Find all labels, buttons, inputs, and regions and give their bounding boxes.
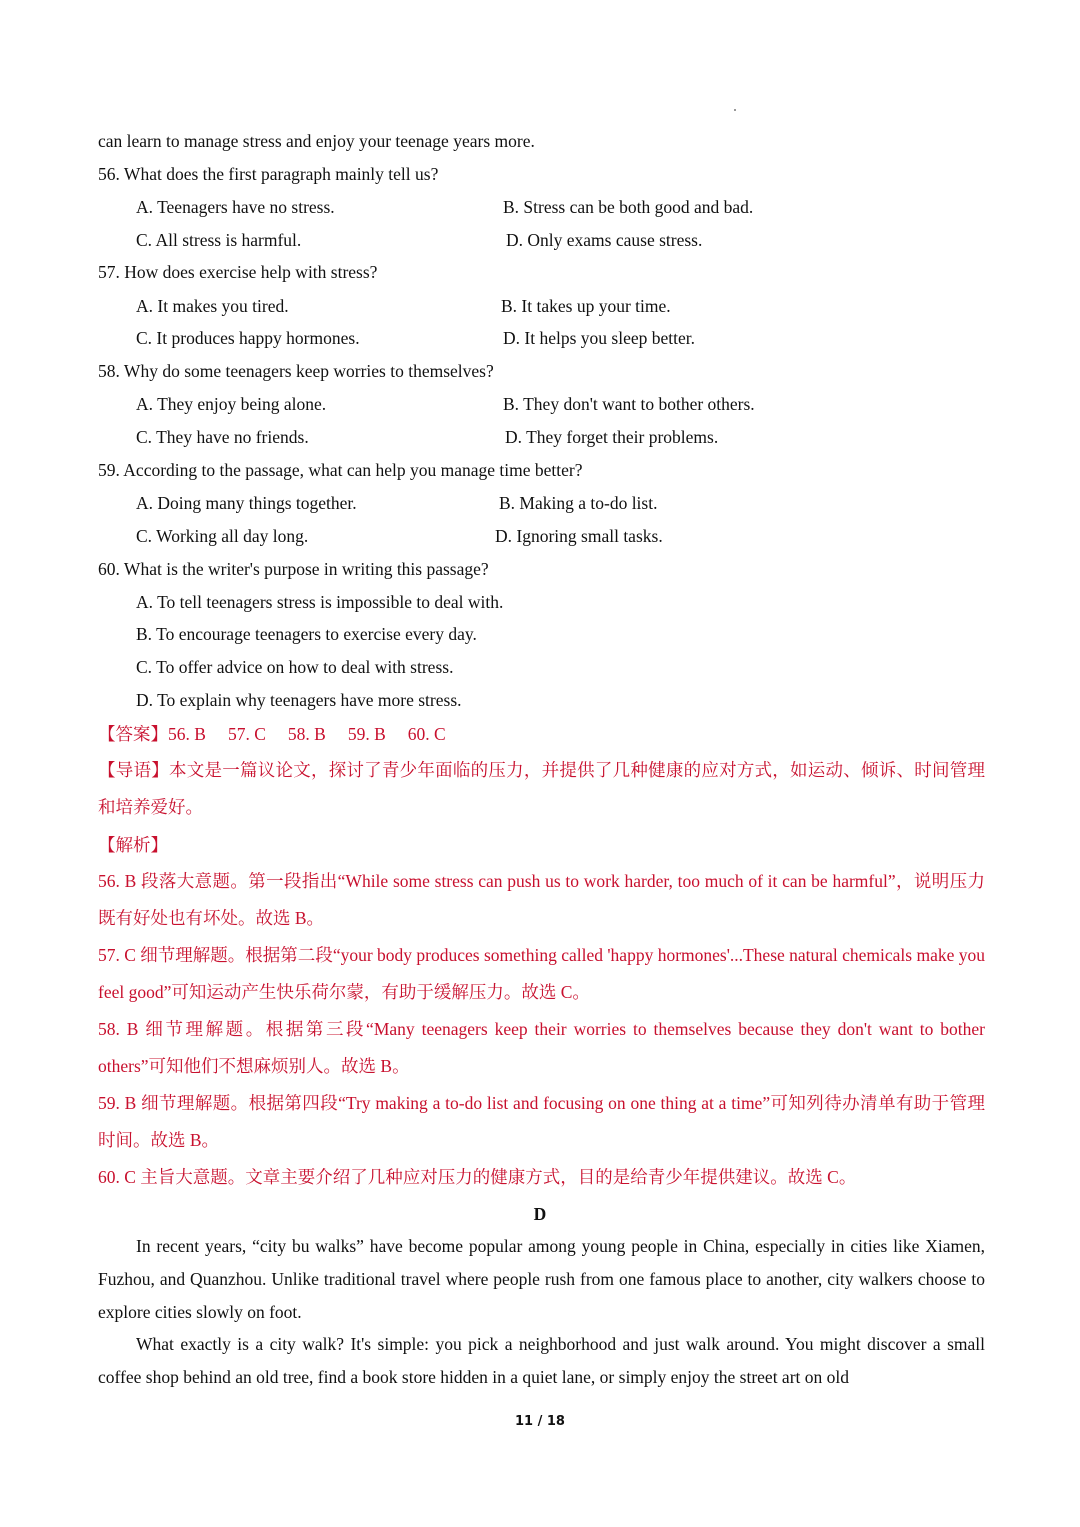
analysis-60: 60. C 主旨大意题。文章主要介绍了几种应对压力的健康方式，目的是给青少年提供建议。故选 C。 xyxy=(98,1167,857,1187)
q58-option-c: C. They have no friends. xyxy=(136,427,309,447)
section-d-paragraph-2: What exactly is a city walk? It's simple: you pick a neighborhood and just walk around. You might discover a small coffee shop behind an old tree, find a book store hidden in a quiet lane, or simply enjoy the street art on old xyxy=(98,1334,985,1387)
guide-label: 【导语】 xyxy=(98,760,169,780)
question-56-stem: 56. What does the first paragraph mainly tell us? xyxy=(98,164,439,184)
passage-continuation: can learn to manage stress and enjoy your teenage years more. xyxy=(98,131,535,151)
q59-option-b: B. Making a to-do list. xyxy=(499,493,658,513)
analysis-58: 58. B 细节理解题。根据第三段“Many teenagers keep their worries to themselves because they don't want to bother others”可知他们不想麻烦别人。故选 B。 xyxy=(98,1019,985,1076)
analysis-59: 59. B 细节理解题。根据第四段“Try making a to-do list and focusing on one thing at a time”可知列待办清单有助于管理时间。故选 B。 xyxy=(98,1093,985,1150)
q58-option-b: B. They don't want to bother others. xyxy=(503,394,755,414)
question-58-stem: 58. Why do some teenagers keep worries to themselves? xyxy=(98,361,494,381)
q60-option-a: A. To tell teenagers stress is impossible to deal with. xyxy=(136,592,504,612)
section-d-heading: D xyxy=(533,1204,547,1224)
analysis-57: 57. C 细节理解题。根据第二段“your body produces something called 'happy hormones'...These natural chemicals make you feel good”可知运动产生快乐荷尔蒙，有助于缓解压力。故选 C。 xyxy=(98,945,985,1002)
guide-paragraph xyxy=(98,752,985,826)
analysis-56: 56. B 段落大意题。第一段指出“While some stress can push us to work harder, too much of it can be harmful”，说明压力既有好处也有坏处。故选 B。 xyxy=(98,871,985,928)
q56-option-b: B. Stress can be both good and bad. xyxy=(503,197,754,217)
page-number: 11 / 18 xyxy=(515,1414,565,1429)
q57-option-a: A. It makes you tired. xyxy=(136,296,289,316)
answer-label: 【答案】 xyxy=(98,724,168,744)
q56-option-c: C. All stress is harmful. xyxy=(136,230,302,250)
q57-option-d: D. It helps you sleep better. xyxy=(503,328,695,348)
answer-item: 56. B xyxy=(168,724,206,744)
question-60-stem: 60. What is the writer's purpose in writing this passage? xyxy=(98,559,489,579)
q60-option-c: C. To offer advice on how to deal with stress. xyxy=(136,657,454,677)
q57-option-c: C. It produces happy hormones. xyxy=(136,328,360,348)
answer-key xyxy=(98,723,986,745)
q58-option-a: A. They enjoy being alone. xyxy=(136,394,327,414)
q56-option-d: D. Only exams cause stress. xyxy=(506,230,703,250)
question-57-stem: 57. How does exercise help with stress? xyxy=(98,262,378,282)
q60-option-b: B. To encourage teenagers to exercise every day. xyxy=(136,624,477,644)
q60-option-d: D. To explain why teenagers have more stress. xyxy=(136,690,462,710)
q59-option-c: C. Working all day long. xyxy=(136,526,309,546)
question-59-stem: 59. According to the passage, what can help you manage time better? xyxy=(98,460,583,480)
q56-option-a: A. Teenagers have no stress. xyxy=(136,197,335,217)
q59-option-a: A. Doing many things together. xyxy=(136,493,357,513)
section-d-paragraph-1: In recent years, “city bu walks” have become popular among young people in China, especially in cities like Xiamen, Fuzhou, and Quanzhou. Unlike traditional travel where people rush from one famous place to another, city walkers choose to explore cities slowly on foot. xyxy=(98,1236,985,1322)
guide-text: 本文是一篇议论文，探讨了青少年面临的压力，并提供了几种健康的应对方式，如运动、倾诉、时间管理和培养爱好。 xyxy=(98,760,986,817)
answer-item: 59. B xyxy=(347,724,386,744)
answer-item: 57. C xyxy=(227,724,266,744)
answer-item: 58. B xyxy=(287,724,326,744)
q57-option-b: B. It takes up your time. xyxy=(501,296,671,316)
q59-option-d: D. Ignoring small tasks. xyxy=(495,526,663,546)
scan-speck xyxy=(734,109,736,111)
analysis-label: 【解析】 xyxy=(98,835,168,855)
answer-item: 60. C xyxy=(407,724,446,744)
q58-option-d: D. They forget their problems. xyxy=(505,427,719,447)
